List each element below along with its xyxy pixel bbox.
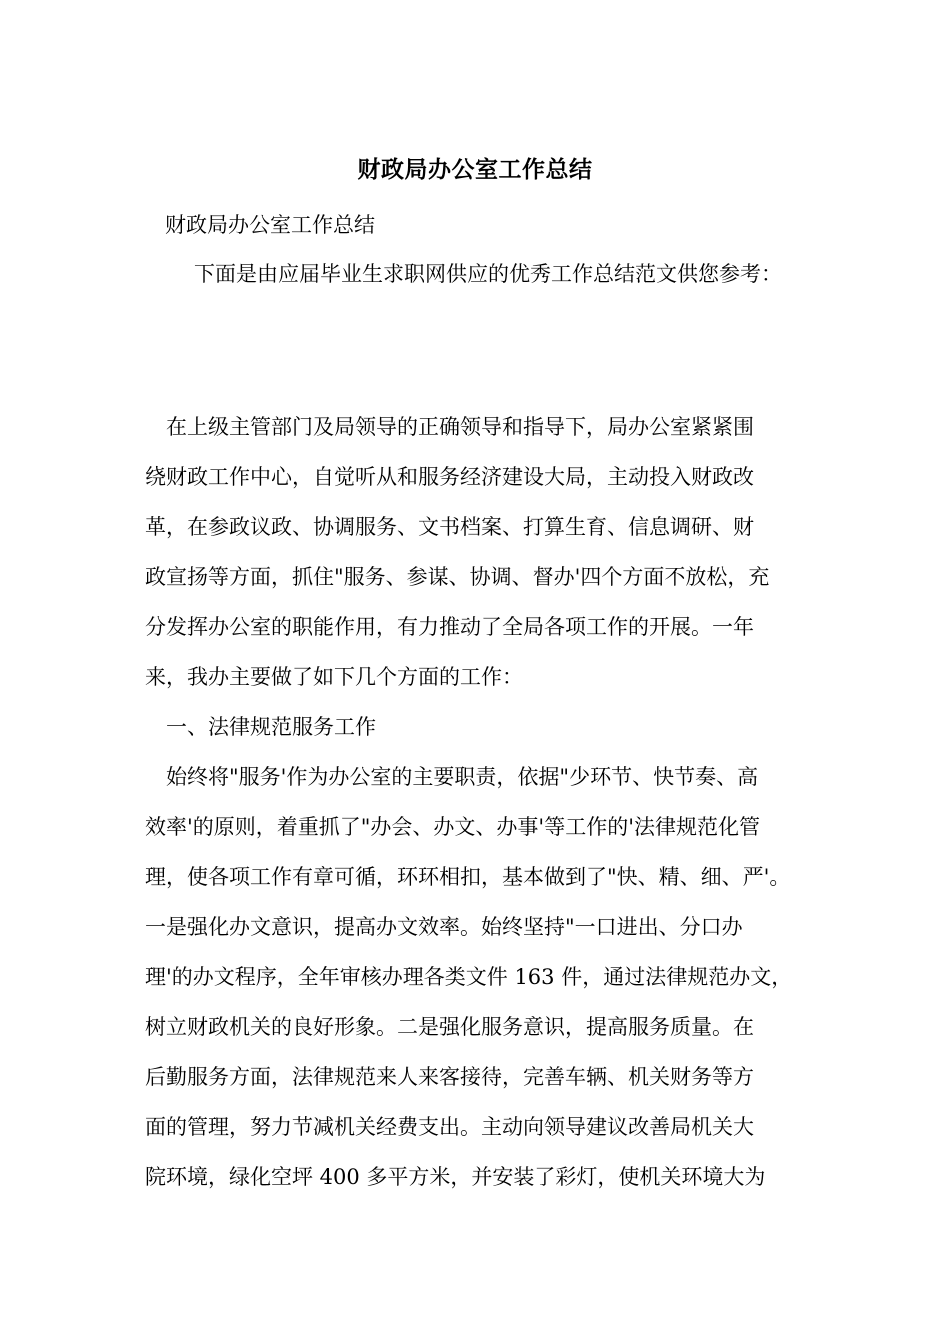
body-line: 效率'的原则，着重抓了"办会、办文、办事'等工作的'法律规范化管 [145, 815, 760, 839]
body-line: 院环境，绿化空坪 400 多平方米，并安装了彩灯，使机关环境大为 [145, 1165, 766, 1189]
document-title: 财政局办公室工作总结 [357, 156, 593, 183]
body-line: 政宣扬等方面，抓住"服务、参谋、协调、督办'四个方面不放松，充 [145, 565, 770, 589]
body-line: 分发挥办公室的职能作用，有力推动了全局各项工作的开展。一年 [145, 615, 754, 639]
body-line: 后勤服务方面，法律规范来人来客接待，完善车辆、机关财务等方 [145, 1065, 754, 1089]
document-subtitle: 财政局办公室工作总结 [165, 213, 375, 237]
section-heading: 一、法律规范服务工作 [145, 715, 376, 739]
body-line: 树立财政机关的良好形象。二是强化服务意识，提高服务质量。在 [145, 1015, 754, 1039]
body-line: 革，在参政议政、协调服务、文书档案、打算生育、信息调研、财 [145, 515, 754, 539]
body-line: 在上级主管部门及局领导的正确领导和指导下，局办公室紧紧围 [145, 415, 754, 439]
body-line: 理，使各项工作有章可循，环环相扣，基本做到了"快、精、细、严'。 [145, 865, 791, 889]
intro-paragraph: 下面是由应届毕业生求职网供应的优秀工作总结范文供您参考： [194, 262, 782, 286]
body-line: 来，我办主要做了如下几个方面的工作： [145, 665, 523, 689]
body-line: 始终将"服务'作为办公室的主要职责，依据"少环节、快节奏、高 [145, 765, 759, 789]
body-line: 绕财政工作中心，自觉听从和服务经济建设大局，主动投入财政改 [145, 465, 754, 489]
body-line: 一是强化办文意识，提高办文效率。始终坚持"一口进出、分口办 [145, 915, 743, 939]
body-line: 面的管理，努力节减机关经费支出。主动向领导建议改善局机关大 [145, 1115, 754, 1139]
body-line: 理'的办文程序，全年审核办理各类文件 163 件，通过法律规范办文， [145, 965, 793, 989]
body-text [145, 402, 805, 1202]
